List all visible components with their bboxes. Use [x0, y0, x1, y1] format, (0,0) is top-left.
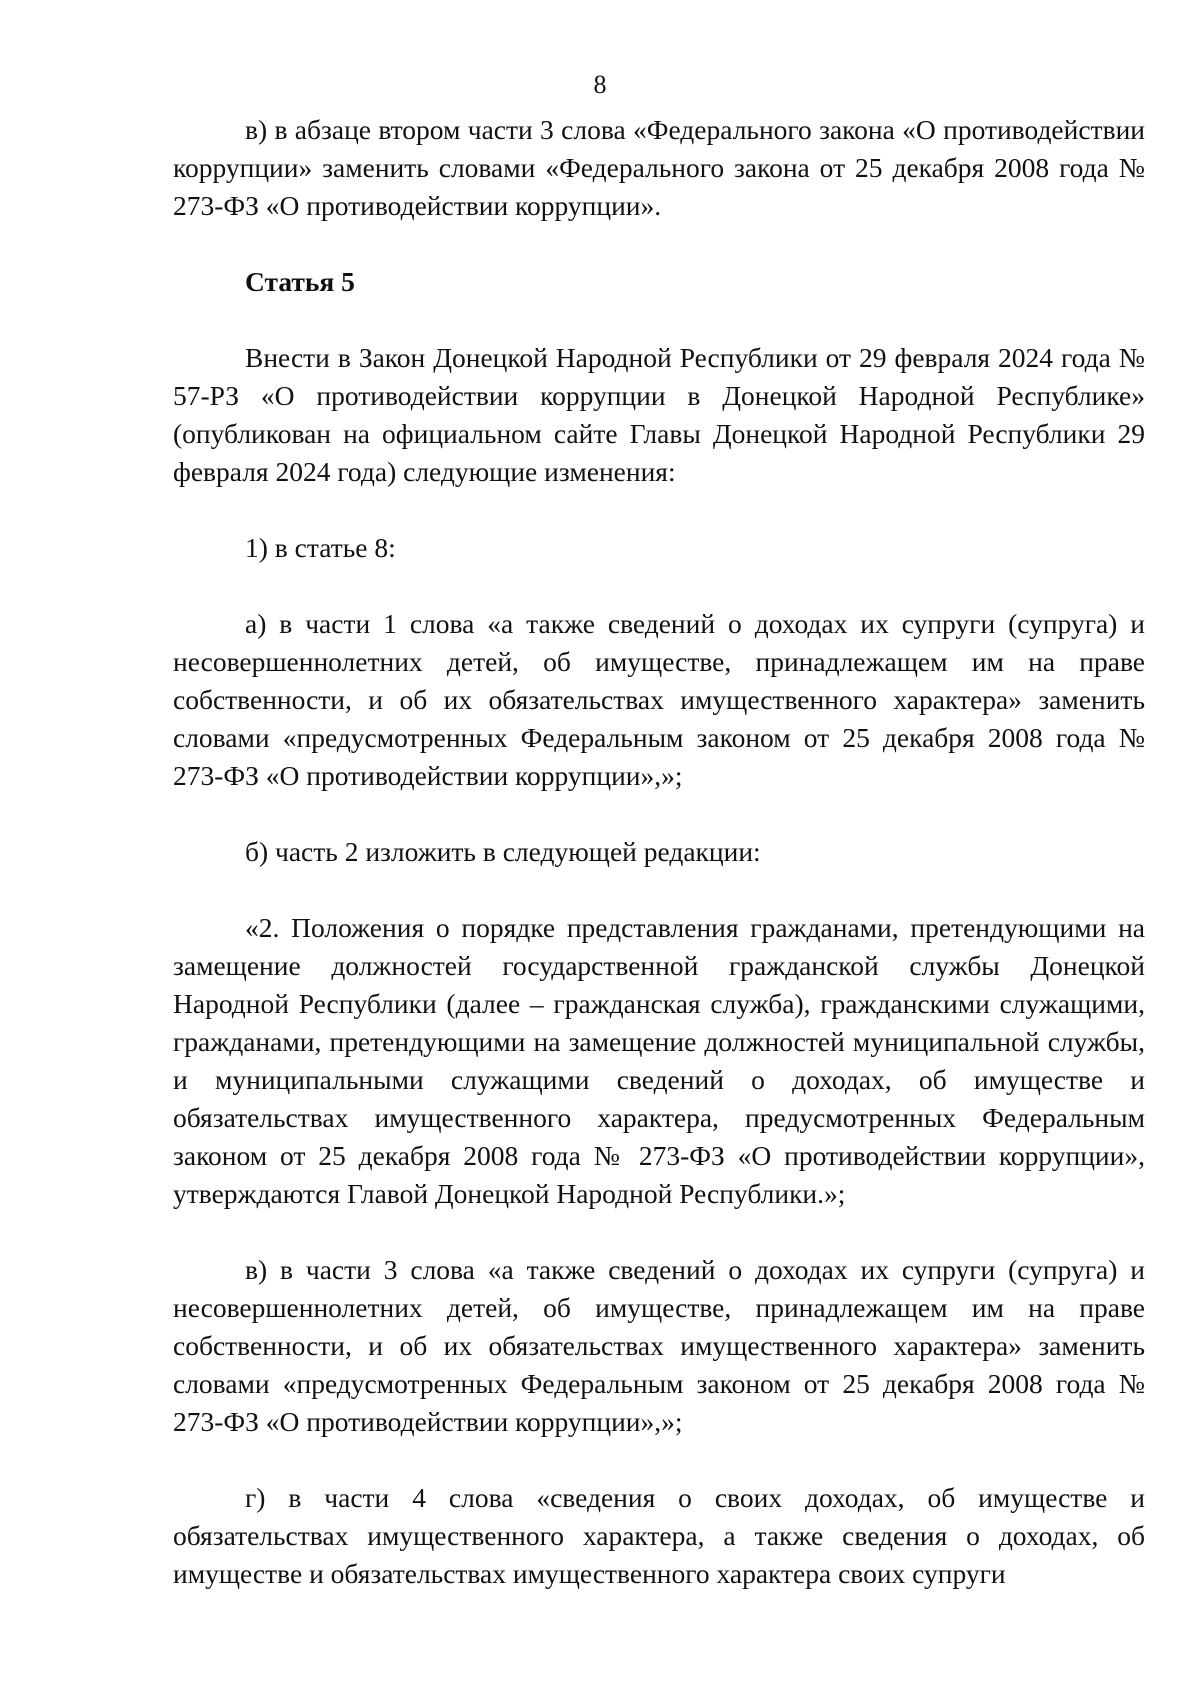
paragraph-item-v: в) в части 3 слова «а также сведений о доходах их супруги (супруга) и несовершеннолетних детей, об имуществе, принадлежащем им на праве собственности, и об их обязательствах имущественного характера» заменить словами «предусмотренных Федеральным законом от 25 декабря 2008 года № 273-ФЗ «О противодействии коррупции»,»;: [173, 1254, 1145, 1437]
paragraph-item-1: 1) в статье 8:: [245, 532, 396, 563]
paragraph-v-abzac: в) в абзаце втором части 3 слова «Федерального закона «О противодействии коррупции» заменить словами «Федерального закона от 25 декабря 2008 года № 273-ФЗ «О противодействии коррупции».: [173, 114, 1145, 221]
article-heading: Статья 5: [245, 266, 355, 297]
paragraph-quote-2: «2. Положения о порядке представления гражданами, претендующими на замещение должностей государственной гражданской службы Донецкой Народной Республики (далее – гражданская служба), гражданскими служащими, гражданами, претендующими на замещение должностей муниципальной службы, и муниципальными служащими сведений о доходах, об имуществе и обязательствах имущественного характера, предусмотренных Федеральным законом от 25 декабря 2008 года № 273-ФЗ «О противодействии коррупции», утверждаются Главой Донецкой Народной Республики.»;: [173, 912, 1145, 1209]
paragraph-item-g: г) в части 4 слова «сведения о своих доходах, об имуществе и обязательствах имущественного характера, а также сведения о доходах, об имуществе и обязательствах имущественного характера своих супруги: [173, 1482, 1145, 1589]
paragraph-item-a: а) в части 1 слова «а также сведений о доходах их супруги (супруга) и несовершеннолетних детей, об имуществе, принадлежащем им на праве собственности, и об их обязательствах имущественного характера» заменить словами «предусмотренных Федеральным законом от 25 декабря 2008 года № 273-ФЗ «О противодействии коррупции»,»;: [173, 608, 1145, 791]
page-number: 8: [593, 70, 607, 99]
document-body: [173, 111, 1145, 1593]
paragraph-intro: Внести в Закон Донецкой Народной Республики от 29 февраля 2024 года № 57-РЗ «О противодействии коррупции в Донецкой Народной Республике» (опубликован на официальном сайте Главы Донецкой Народной Республики 29 февраля 2024 года) следующие изменения:: [173, 342, 1145, 487]
paragraph-item-b: б) часть 2 изложить в следующей редакции:: [245, 836, 761, 867]
